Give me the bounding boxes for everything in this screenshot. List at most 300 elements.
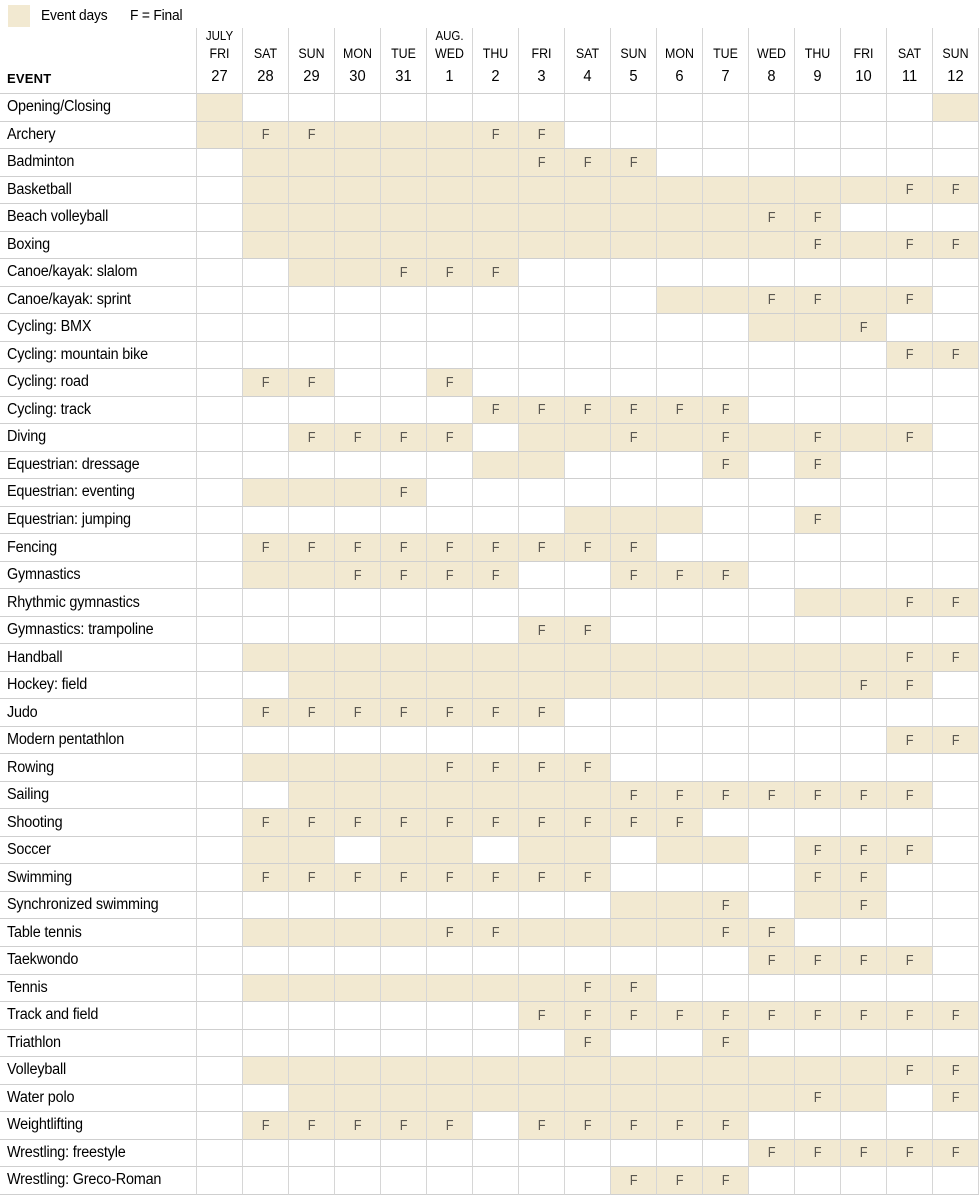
empty-day-cell <box>197 1085 243 1113</box>
date-label <box>933 68 978 86</box>
empty-day-cell <box>565 452 611 480</box>
empty-day-cell <box>841 204 887 232</box>
empty-day-cell <box>381 452 427 480</box>
final-cell <box>933 727 979 755</box>
empty-day-cell <box>427 727 473 755</box>
event-day-cell <box>611 177 657 205</box>
date-label <box>427 68 472 86</box>
empty-day-cell <box>519 1167 565 1195</box>
empty-day-cell <box>289 342 335 370</box>
final-cell <box>473 562 519 590</box>
empty-day-cell <box>519 947 565 975</box>
final-letter: F <box>445 428 454 446</box>
event-day-cell <box>703 644 749 672</box>
event-day-cell <box>565 1057 611 1085</box>
weekday-label <box>611 46 656 61</box>
final-cell <box>381 562 427 590</box>
empty-day-cell <box>197 947 243 975</box>
final-cell <box>887 1002 933 1030</box>
empty-day-cell <box>197 699 243 727</box>
empty-day-cell <box>841 122 887 150</box>
event-row-label <box>0 94 197 122</box>
empty-day-cell <box>381 94 427 122</box>
event-day-cell <box>289 754 335 782</box>
final-letter: F <box>445 704 454 722</box>
empty-day-cell <box>933 397 979 425</box>
event-day-cell <box>703 1057 749 1085</box>
final-cell <box>519 122 565 150</box>
event-day-cell <box>427 177 473 205</box>
final-letter: F <box>445 869 454 887</box>
event-day-cell <box>335 1057 381 1085</box>
empty-day-cell <box>841 94 887 122</box>
event-day-cell <box>381 1057 427 1085</box>
event-day-cell <box>703 232 749 260</box>
final-cell <box>887 837 933 865</box>
empty-day-cell <box>841 479 887 507</box>
empty-day-cell <box>335 727 381 755</box>
final-letter: F <box>537 153 546 171</box>
event-day-cell <box>381 754 427 782</box>
final-letter: F <box>307 428 316 446</box>
event-day-cell <box>243 919 289 947</box>
empty-day-cell <box>887 314 933 342</box>
final-letter: F <box>537 621 546 639</box>
empty-day-cell <box>197 672 243 700</box>
event-day-cell <box>243 754 289 782</box>
event-row-label-text: Canoe/kayak: sprint <box>7 290 131 308</box>
event-day-cell <box>611 919 657 947</box>
event-row-label <box>0 837 197 865</box>
empty-day-cell <box>243 1002 289 1030</box>
final-cell <box>795 452 841 480</box>
event-day-cell <box>381 975 427 1003</box>
empty-day-cell <box>795 1167 841 1195</box>
empty-day-cell <box>427 287 473 315</box>
final-cell <box>611 397 657 425</box>
final-cell <box>841 672 887 700</box>
final-letter: F <box>813 1006 822 1024</box>
event-day-cell <box>657 919 703 947</box>
event-day-cell <box>703 177 749 205</box>
date-header-cell <box>933 28 979 94</box>
empty-day-cell <box>243 1030 289 1058</box>
weekday-label-text: FRI <box>853 46 874 61</box>
empty-day-cell <box>657 947 703 975</box>
empty-day-cell <box>243 947 289 975</box>
empty-day-cell <box>243 452 289 480</box>
event-day-cell <box>289 1085 335 1113</box>
empty-day-cell <box>565 342 611 370</box>
final-letter: F <box>813 236 822 254</box>
event-day-cell <box>289 782 335 810</box>
final-cell <box>519 754 565 782</box>
weekday-label <box>657 46 702 61</box>
final-cell <box>749 782 795 810</box>
final-cell <box>795 424 841 452</box>
event-row-label-text: Rowing <box>7 758 54 776</box>
final-cell <box>749 204 795 232</box>
empty-day-cell <box>197 1002 243 1030</box>
event-day-cell <box>749 644 795 672</box>
empty-day-cell <box>841 727 887 755</box>
empty-day-cell <box>887 699 933 727</box>
final-cell <box>335 864 381 892</box>
empty-day-cell <box>243 782 289 810</box>
empty-day-cell <box>933 975 979 1003</box>
final-cell <box>749 1140 795 1168</box>
empty-day-cell <box>381 1167 427 1195</box>
final-letter: F <box>629 566 638 584</box>
event-day-cell <box>243 562 289 590</box>
final-cell <box>703 397 749 425</box>
final-cell <box>611 1002 657 1030</box>
event-day-cell <box>473 672 519 700</box>
empty-day-cell <box>657 975 703 1003</box>
event-day-cell <box>381 672 427 700</box>
empty-day-cell <box>197 534 243 562</box>
empty-day-cell <box>611 94 657 122</box>
event-row-label-text: Judo <box>7 703 38 721</box>
legend <box>0 0 980 28</box>
empty-day-cell <box>381 369 427 397</box>
event-row-label <box>0 562 197 590</box>
final-letter: F <box>261 1116 270 1134</box>
event-day-cell <box>749 177 795 205</box>
empty-day-cell <box>381 892 427 920</box>
final-cell <box>335 534 381 562</box>
empty-day-cell <box>243 589 289 617</box>
final-letter: F <box>813 511 822 529</box>
empty-day-cell <box>749 1112 795 1140</box>
empty-day-cell <box>197 782 243 810</box>
event-day-cell <box>289 177 335 205</box>
final-cell <box>427 864 473 892</box>
empty-day-cell <box>795 369 841 397</box>
event-day-cell <box>565 919 611 947</box>
empty-day-cell <box>887 94 933 122</box>
empty-day-cell <box>473 342 519 370</box>
empty-day-cell <box>473 507 519 535</box>
event-day-cell <box>381 919 427 947</box>
event-row-label-text: Canoe/kayak: slalom <box>7 263 138 281</box>
final-letter: F <box>675 786 684 804</box>
event-day-cell <box>381 177 427 205</box>
empty-day-cell <box>657 754 703 782</box>
event-day-cell <box>381 837 427 865</box>
empty-day-cell <box>519 562 565 590</box>
final-letter: F <box>951 649 960 667</box>
event-row-label <box>0 1057 197 1085</box>
empty-day-cell <box>611 727 657 755</box>
event-row-label <box>0 727 197 755</box>
final-letter: F <box>537 1006 546 1024</box>
empty-day-cell <box>933 1112 979 1140</box>
event-day-cell <box>335 644 381 672</box>
weekday-label-text: SAT <box>897 46 922 61</box>
event-row-label <box>0 342 197 370</box>
final-letter: F <box>905 841 914 859</box>
final-cell <box>841 892 887 920</box>
final-cell <box>703 1112 749 1140</box>
empty-day-cell <box>381 947 427 975</box>
event-row-label <box>0 287 197 315</box>
empty-day-cell <box>887 479 933 507</box>
event-day-cell <box>289 919 335 947</box>
final-cell <box>795 1140 841 1168</box>
event-row-label-text: Cycling: mountain bike <box>7 345 148 363</box>
empty-day-cell <box>197 589 243 617</box>
empty-day-cell <box>933 479 979 507</box>
empty-day-cell <box>197 975 243 1003</box>
empty-day-cell <box>703 479 749 507</box>
final-letter: F <box>307 373 316 391</box>
final-cell <box>841 837 887 865</box>
final-cell <box>289 809 335 837</box>
final-cell <box>473 919 519 947</box>
empty-day-cell <box>887 919 933 947</box>
final-letter: F <box>491 401 500 419</box>
empty-day-cell <box>749 975 795 1003</box>
date-header-cell <box>427 28 473 94</box>
empty-day-cell <box>197 204 243 232</box>
empty-day-cell <box>887 122 933 150</box>
final-cell <box>289 122 335 150</box>
empty-day-cell <box>243 727 289 755</box>
final-letter: F <box>813 786 822 804</box>
event-day-cell <box>749 1085 795 1113</box>
event-day-cell <box>243 975 289 1003</box>
event-day-cell <box>657 507 703 535</box>
final-cell <box>933 1002 979 1030</box>
empty-day-cell <box>289 507 335 535</box>
final-letter: F <box>353 428 362 446</box>
event-day-cell <box>841 232 887 260</box>
date-header-cell <box>703 28 749 94</box>
empty-day-cell <box>887 1085 933 1113</box>
empty-day-cell <box>657 1140 703 1168</box>
empty-day-cell <box>887 809 933 837</box>
weekday-label <box>795 46 840 61</box>
final-cell <box>565 397 611 425</box>
weekday-label-text: FRI <box>209 46 230 61</box>
empty-day-cell <box>887 1112 933 1140</box>
empty-day-cell <box>841 369 887 397</box>
empty-day-cell <box>841 699 887 727</box>
final-cell <box>703 919 749 947</box>
empty-day-cell <box>565 259 611 287</box>
event-row-label-text: Table tennis <box>7 923 82 941</box>
event-day-cell <box>611 892 657 920</box>
empty-day-cell <box>611 369 657 397</box>
empty-day-cell <box>933 809 979 837</box>
final-letter: F <box>813 951 822 969</box>
final-letter: F <box>445 759 454 777</box>
empty-day-cell <box>657 342 703 370</box>
final-cell <box>427 534 473 562</box>
empty-day-cell <box>519 479 565 507</box>
empty-day-cell <box>933 919 979 947</box>
empty-day-cell <box>289 452 335 480</box>
final-cell <box>749 287 795 315</box>
empty-day-cell <box>887 1030 933 1058</box>
empty-day-cell <box>657 452 703 480</box>
final-letter: F <box>675 566 684 584</box>
event-day-cell <box>197 122 243 150</box>
final-cell <box>565 1030 611 1058</box>
date-label-text: 29 <box>303 68 320 85</box>
final-cell <box>611 1167 657 1195</box>
final-cell <box>565 1002 611 1030</box>
event-row-label-text: Cycling: BMX <box>7 318 92 336</box>
empty-day-cell <box>841 809 887 837</box>
empty-day-cell <box>657 699 703 727</box>
empty-day-cell <box>841 397 887 425</box>
event-day-cell <box>657 232 703 260</box>
empty-day-cell <box>749 837 795 865</box>
event-day-cell <box>519 1057 565 1085</box>
final-letter: F <box>583 1116 592 1134</box>
event-row-label <box>0 1085 197 1113</box>
date-header-cell <box>243 28 289 94</box>
final-letter: F <box>537 126 546 144</box>
event-day-cell <box>473 782 519 810</box>
empty-day-cell <box>243 314 289 342</box>
weekday-label <box>197 46 242 61</box>
final-letter: F <box>951 181 960 199</box>
date-label <box>197 68 242 86</box>
event-day-cell <box>795 177 841 205</box>
weekday-label-text: FRI <box>531 46 552 61</box>
event-row-label-text: Opening/Closing <box>7 98 111 116</box>
month-label <box>427 29 472 43</box>
final-letter: F <box>353 566 362 584</box>
event-row-label <box>0 369 197 397</box>
event-day-cell <box>933 94 979 122</box>
final-letter: F <box>767 208 776 226</box>
empty-day-cell <box>611 479 657 507</box>
final-cell <box>519 397 565 425</box>
empty-day-cell <box>657 259 703 287</box>
final-letter: F <box>261 373 270 391</box>
date-header-cell <box>197 28 243 94</box>
final-letter: F <box>905 951 914 969</box>
final-letter: F <box>905 346 914 364</box>
empty-day-cell <box>933 782 979 810</box>
weekday-label <box>381 46 426 61</box>
empty-day-cell <box>887 507 933 535</box>
event-day-cell <box>427 644 473 672</box>
event-row-label-text: Basketball <box>7 180 72 198</box>
event-day-cell <box>749 1057 795 1085</box>
final-letter: F <box>537 814 546 832</box>
empty-day-cell <box>703 149 749 177</box>
empty-day-cell <box>565 287 611 315</box>
event-day-cell <box>611 204 657 232</box>
empty-day-cell <box>703 94 749 122</box>
final-letter: F <box>491 814 500 832</box>
final-cell <box>841 1140 887 1168</box>
weekday-label-text: SUN <box>942 46 969 61</box>
empty-day-cell <box>519 727 565 755</box>
event-row-label <box>0 1112 197 1140</box>
empty-day-cell <box>565 699 611 727</box>
event-row-label-text: Volleyball <box>7 1061 67 1079</box>
final-letter: F <box>813 456 822 474</box>
event-row-label <box>0 919 197 947</box>
event-day-cell <box>335 479 381 507</box>
empty-day-cell <box>473 424 519 452</box>
event-day-cell <box>243 177 289 205</box>
event-row-label <box>0 809 197 837</box>
final-letter: F <box>491 566 500 584</box>
final-cell <box>611 562 657 590</box>
empty-day-cell <box>611 589 657 617</box>
empty-day-cell <box>427 342 473 370</box>
empty-day-cell <box>887 204 933 232</box>
event-day-cell <box>289 975 335 1003</box>
empty-day-cell <box>335 287 381 315</box>
empty-day-cell <box>611 864 657 892</box>
event-day-cell <box>381 122 427 150</box>
empty-day-cell <box>427 1167 473 1195</box>
empty-day-cell <box>427 1002 473 1030</box>
empty-day-cell <box>243 1085 289 1113</box>
final-cell <box>565 809 611 837</box>
empty-day-cell <box>427 94 473 122</box>
final-letter: F <box>951 346 960 364</box>
final-letter: F <box>491 869 500 887</box>
event-day-cell <box>519 177 565 205</box>
final-letter: F <box>629 428 638 446</box>
event-row-label-text: Boxing <box>7 235 50 253</box>
final-cell <box>933 177 979 205</box>
empty-day-cell <box>197 287 243 315</box>
final-cell <box>611 782 657 810</box>
empty-day-cell <box>519 314 565 342</box>
final-letter: F <box>721 1171 730 1189</box>
date-header-cell <box>473 28 519 94</box>
event-day-cell <box>611 1085 657 1113</box>
final-cell <box>795 864 841 892</box>
weekday-label <box>427 46 472 61</box>
empty-day-cell <box>933 534 979 562</box>
final-letter: F <box>629 1006 638 1024</box>
final-letter: F <box>353 539 362 556</box>
empty-day-cell <box>703 369 749 397</box>
event-day-cell <box>289 837 335 865</box>
event-day-cell <box>473 452 519 480</box>
weekday-label-text: SUN <box>298 46 325 61</box>
event-day-cell <box>657 204 703 232</box>
event-day-cell <box>565 507 611 535</box>
final-cell <box>749 1002 795 1030</box>
empty-day-cell <box>197 919 243 947</box>
final-cell <box>795 1002 841 1030</box>
date-label <box>289 68 334 86</box>
empty-day-cell <box>933 754 979 782</box>
event-day-cell <box>381 204 427 232</box>
final-letter: F <box>629 1116 638 1134</box>
final-cell <box>795 1085 841 1113</box>
final-letter: F <box>767 291 776 309</box>
final-letter: F <box>951 1061 960 1079</box>
final-cell <box>565 975 611 1003</box>
schedule-grid <box>0 28 980 1195</box>
empty-day-cell <box>519 259 565 287</box>
weekday-label-text: SAT <box>575 46 600 61</box>
final-cell <box>657 562 703 590</box>
